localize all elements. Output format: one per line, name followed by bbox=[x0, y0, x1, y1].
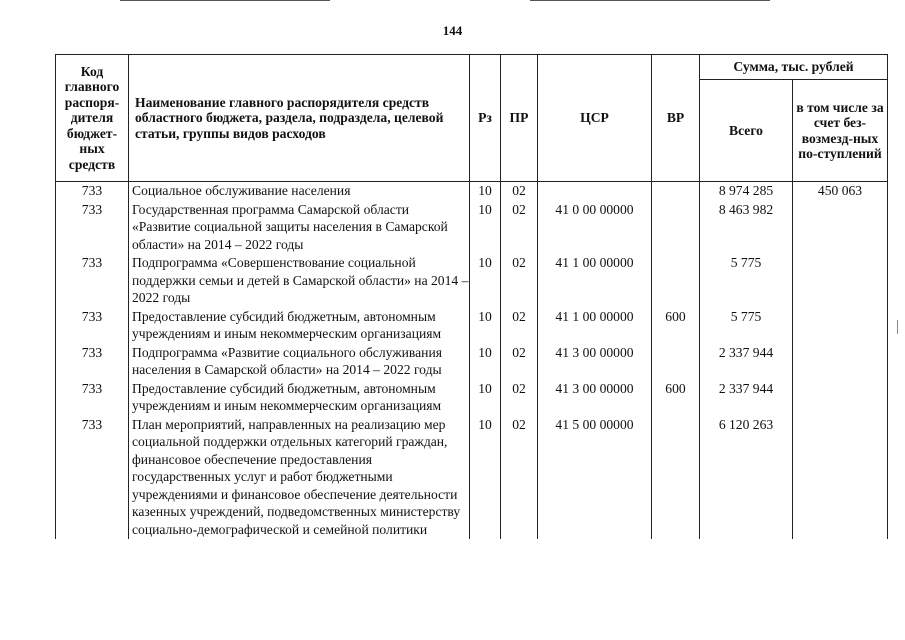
cell-rz: 10 bbox=[470, 308, 501, 344]
table-body bbox=[56, 182, 888, 540]
cell-name: Подпрограмма «Развитие социального обслуживания населения в Самарской области» на 2014 – 2022 годы bbox=[129, 344, 470, 380]
cell-vr: 600 bbox=[652, 308, 700, 344]
cell-vr bbox=[652, 344, 700, 380]
header-code: Код главного распоря-дителя бюджет-ных средств bbox=[56, 55, 129, 182]
cell-total: 6 120 263 bbox=[700, 416, 793, 540]
header-total: Всего bbox=[700, 80, 793, 182]
table-row bbox=[56, 380, 888, 416]
cell-total: 5 775 bbox=[700, 308, 793, 344]
cell-vr bbox=[652, 182, 700, 201]
cell-name: Подпрограмма «Совершенствование социальной поддержки семьи и детей в Самарской области» на 2014 – 2022 годы bbox=[129, 254, 470, 308]
header-vr: ВР bbox=[652, 55, 700, 182]
cell-vr bbox=[652, 201, 700, 255]
cell-code: 733 bbox=[56, 416, 129, 540]
cell-name: Социальное обслуживание населения bbox=[129, 182, 470, 201]
cell-pr: 02 bbox=[501, 254, 538, 308]
cell-pr: 02 bbox=[501, 201, 538, 255]
cell-pr: 02 bbox=[501, 380, 538, 416]
scan-margin-mark bbox=[897, 320, 898, 334]
cell-name: План мероприятий, направленных на реализацию мер социальной поддержки отдельных категорий граждан, финансовое обеспечение предоставления государственных услуг и работ бюджетными учреждениями и финансовое обеспечение деятельности казенных учреждений, подведомственных министерству социально-демографической и семейной политики bbox=[129, 416, 470, 540]
budget-table bbox=[55, 54, 888, 539]
cell-pr: 02 bbox=[501, 416, 538, 540]
table-row bbox=[56, 254, 888, 308]
cell-csr: 41 5 00 00000 bbox=[538, 416, 652, 540]
cell-pr: 02 bbox=[501, 344, 538, 380]
cell-csr: 41 3 00 00000 bbox=[538, 380, 652, 416]
cell-code: 733 bbox=[56, 182, 129, 201]
cell-vr bbox=[652, 416, 700, 540]
cell-code: 733 bbox=[56, 201, 129, 255]
cell-csr: 41 1 00 00000 bbox=[538, 254, 652, 308]
header-csr: ЦСР bbox=[538, 55, 652, 182]
cell-csr: 41 0 00 00000 bbox=[538, 201, 652, 255]
cell-code: 733 bbox=[56, 308, 129, 344]
cell-rz: 10 bbox=[470, 380, 501, 416]
cell-gratis: 450 063 bbox=[793, 182, 888, 201]
scan-top-line-right bbox=[530, 0, 770, 1]
cell-total: 2 337 944 bbox=[700, 344, 793, 380]
cell-csr bbox=[538, 182, 652, 201]
cell-gratis bbox=[793, 416, 888, 540]
table-row bbox=[56, 344, 888, 380]
cell-gratis bbox=[793, 308, 888, 344]
cell-total: 5 775 bbox=[700, 254, 793, 308]
scan-top-line-left bbox=[120, 0, 330, 1]
cell-gratis bbox=[793, 201, 888, 255]
cell-vr: 600 bbox=[652, 380, 700, 416]
cell-rz: 10 bbox=[470, 201, 501, 255]
cell-gratis bbox=[793, 254, 888, 308]
header-pr: ПР bbox=[501, 55, 538, 182]
cell-rz: 10 bbox=[470, 344, 501, 380]
cell-rz: 10 bbox=[470, 254, 501, 308]
header-sum: Сумма, тыс. рублей bbox=[700, 55, 888, 80]
cell-gratis bbox=[793, 380, 888, 416]
cell-csr: 41 1 00 00000 bbox=[538, 308, 652, 344]
cell-code: 733 bbox=[56, 254, 129, 308]
cell-pr: 02 bbox=[501, 308, 538, 344]
table-row bbox=[56, 416, 888, 540]
table-row bbox=[56, 201, 888, 255]
cell-gratis bbox=[793, 344, 888, 380]
header-gratis: в том числе за счет без-возмезд-ных по-ступлений bbox=[793, 80, 888, 182]
cell-name: Государственная программа Самарской области «Развитие социальной защиты населения в Самарской области» на 2014 – 2022 годы bbox=[129, 201, 470, 255]
cell-code: 733 bbox=[56, 344, 129, 380]
header-name: Наименование главного распорядителя средств областного бюджета, раздела, подраздела, целевой статьи, группы видов расходов bbox=[129, 55, 470, 182]
cell-total: 8 974 285 bbox=[700, 182, 793, 201]
cell-pr: 02 bbox=[501, 182, 538, 201]
cell-total: 8 463 982 bbox=[700, 201, 793, 255]
cell-total: 2 337 944 bbox=[700, 380, 793, 416]
cell-rz: 10 bbox=[470, 182, 501, 201]
header-rz: Рз bbox=[470, 55, 501, 182]
table-header bbox=[56, 55, 888, 182]
cell-code: 733 bbox=[56, 380, 129, 416]
table-row bbox=[56, 308, 888, 344]
cell-name: Предоставление субсидий бюджетным, автономным учреждениям и иным некоммерческим организациям bbox=[129, 308, 470, 344]
table-row bbox=[56, 182, 888, 201]
cell-name: Предоставление субсидий бюджетным, автономным учреждениям и иным некоммерческим организациям bbox=[129, 380, 470, 416]
page-number: 144 bbox=[442, 23, 463, 38]
cell-vr bbox=[652, 254, 700, 308]
cell-csr: 41 3 00 00000 bbox=[538, 344, 652, 380]
cell-rz: 10 bbox=[470, 416, 501, 540]
